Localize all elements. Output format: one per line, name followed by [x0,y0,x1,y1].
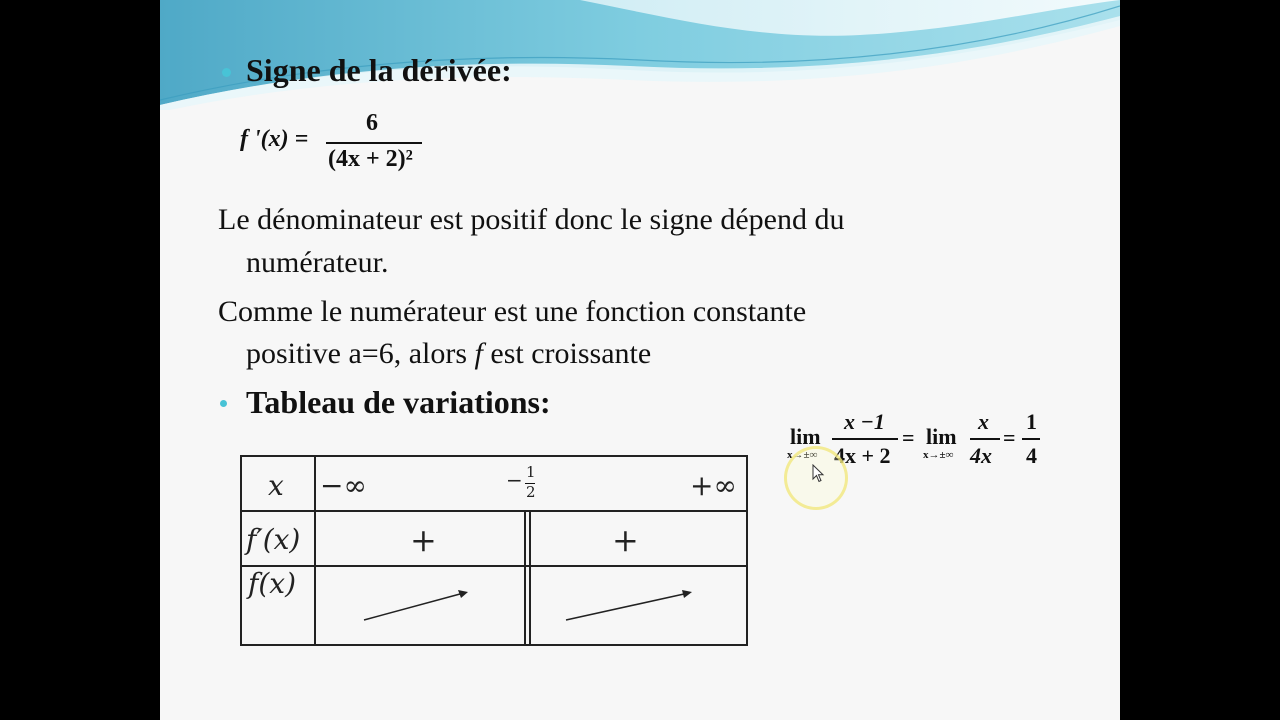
table-sign-right: + [612,521,639,559]
heading-variation-table: Tableau de variations: [246,384,551,420]
derivative-lhs: f '(x) = [240,126,309,152]
table-critical-denominator: 2 [526,483,536,501]
table-sign-left: + [410,521,437,559]
derivative-numerator: 6 [366,110,378,136]
bullet-icon [220,400,227,407]
limit-fraction-bar-3 [1022,438,1040,440]
limit-subscript-1: x→±∞ [787,449,818,461]
derivative-denominator: (4x + 2)² [328,146,413,172]
variation-table [240,455,748,646]
limit-numerator-2: x [978,409,989,434]
table-critical-sign: − [506,468,523,492]
paragraph-text-b: est croissante [482,337,652,370]
paragraph-text-a: positive a=6, alors [246,337,475,370]
table-critical-numerator: 1 [526,463,536,481]
limit-numerator-1: x −1 [844,409,885,434]
function-f-symbol: f [474,337,483,370]
table-label-derivative: f′(x) [246,523,301,556]
variation-table-grid [240,455,748,646]
paragraph-denominator-line1: Le dénominateur est positif donc le signe dépend du [218,203,845,236]
limit-denominator-1-text: 4x + 2 [834,443,891,468]
limit-subscript-2: x→±∞ [923,449,954,461]
paragraph-denominator-line2: numérateur. [246,246,389,279]
table-minus-infinity: −∞ [320,469,367,502]
limit-denominator-3: 4 [1026,443,1037,468]
heading-sign-derivative: Signe de la dérivée: [246,52,512,88]
mouse-pointer-icon [812,464,826,484]
limit-lim-1: lim [790,424,821,449]
limit-denominator-2: 4x [970,443,992,468]
limit-fraction-bar-2 [970,438,1000,440]
limit-equals-2: = [1003,425,1016,450]
paragraph-numerator-line2 [246,333,651,375]
bullet-icon [222,68,231,77]
limit-fraction-bar-1 [832,438,898,440]
table-label-function: f(x) [248,567,297,600]
table-plus-infinity: +∞ [690,469,737,502]
limit-lim-2: lim [926,424,957,449]
limit-numerator-3: 1 [1026,409,1037,434]
limit-equals-1: = [902,425,915,450]
slide [160,0,1120,720]
paragraph-numerator-line1: Comme le numérateur est une fonction constante [218,295,807,328]
table-label-x: x [268,469,284,502]
derivative-fraction-bar [326,142,422,144]
